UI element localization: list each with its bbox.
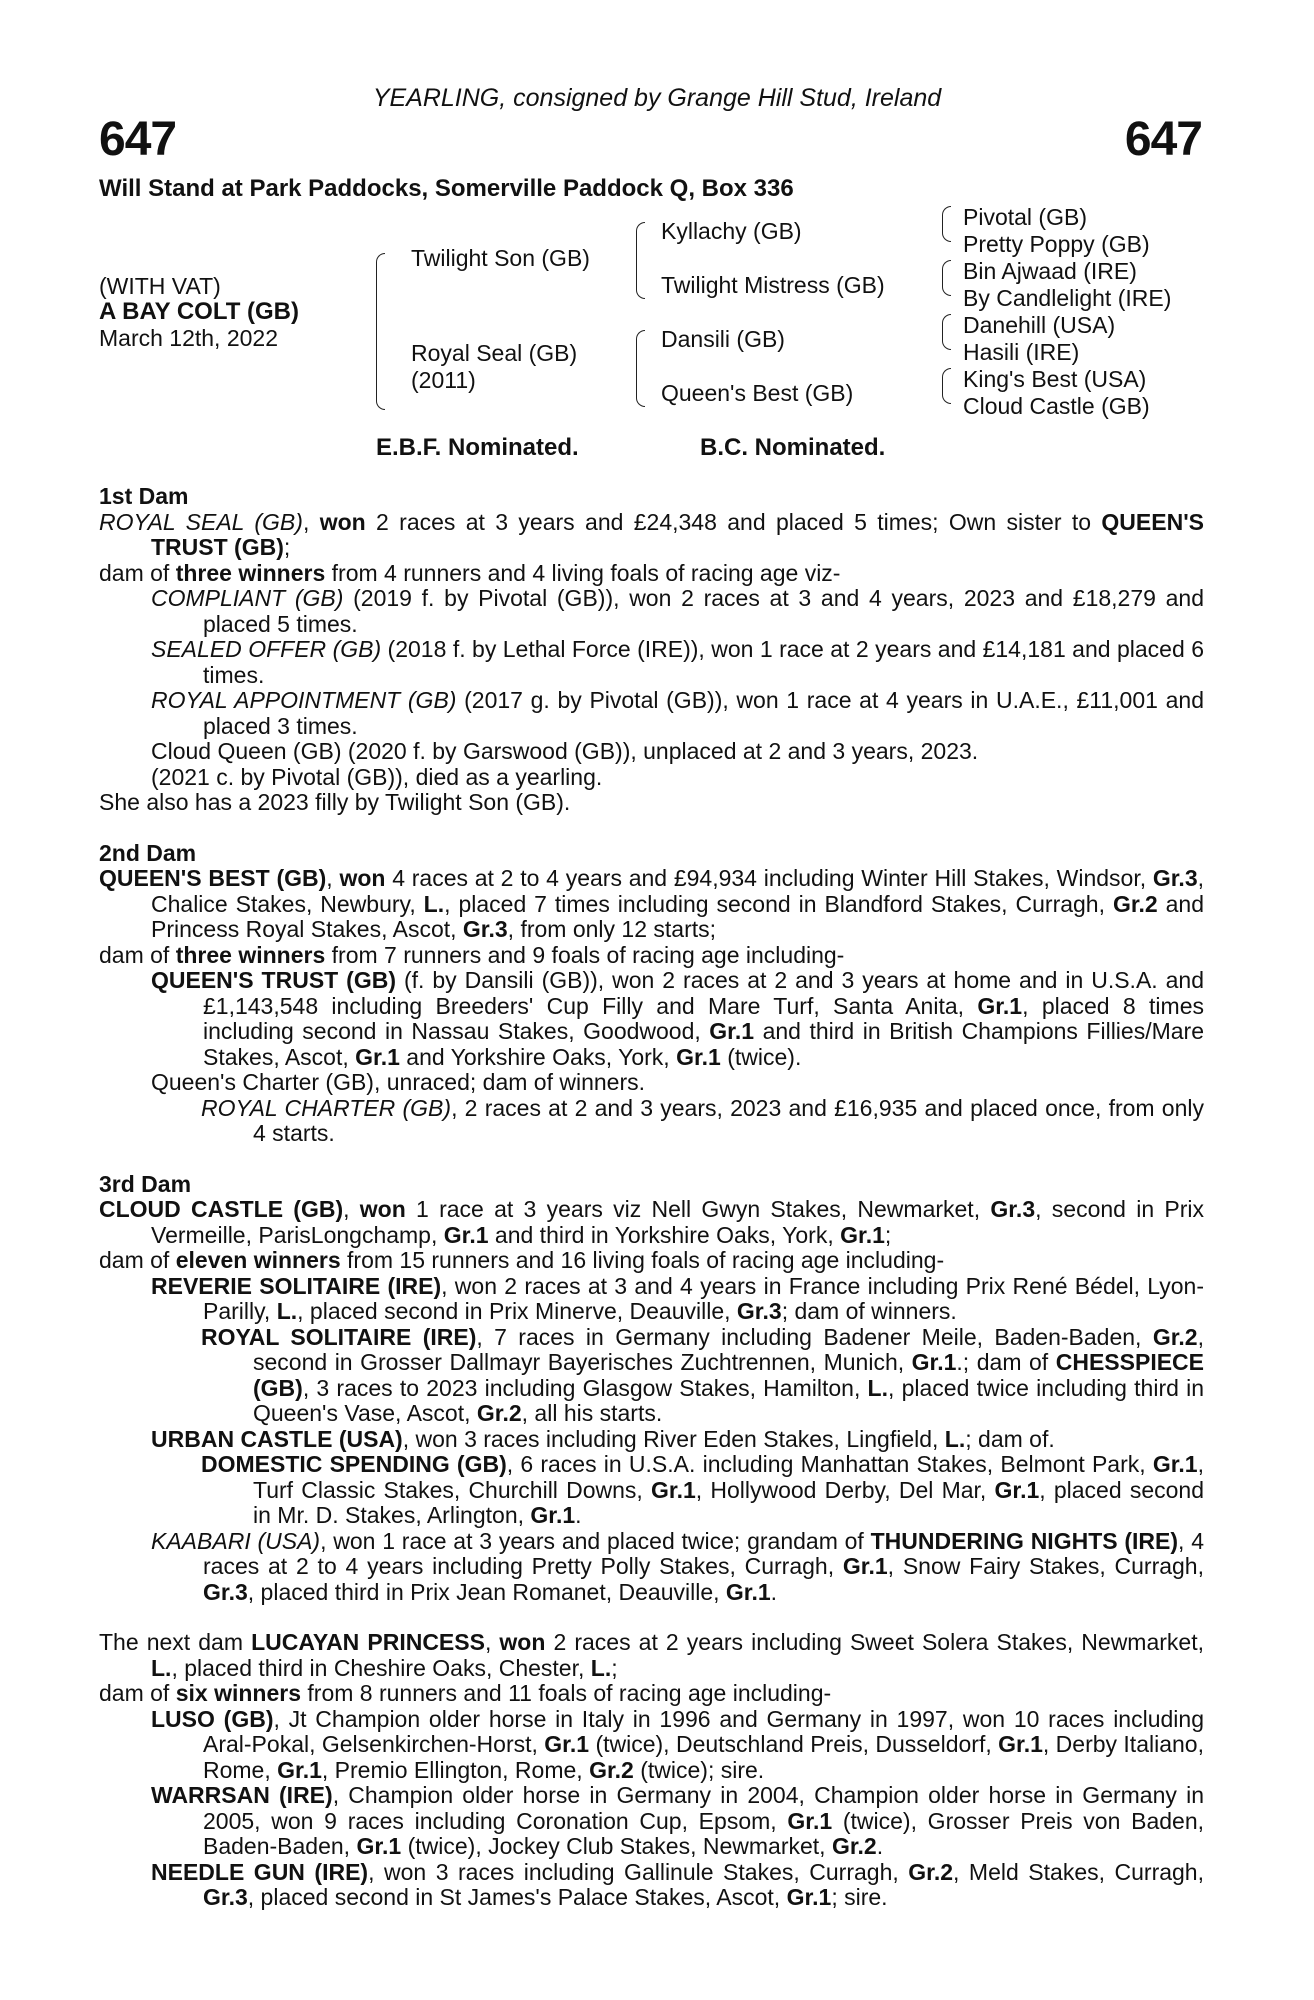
grade: L. <box>276 1298 298 1324</box>
pedigree-brace-dd <box>942 368 951 404</box>
text: , Premio Ellington, Rome, <box>321 1756 590 1783</box>
text: (twice), Grosser Preis von Baden, Baden-Baden, <box>203 1807 1205 1859</box>
produce-name: COMPLIANT (GB) <box>151 585 344 611</box>
produce-queens-trust <box>99 968 1204 1070</box>
grade: Gr.1 <box>998 1731 1043 1757</box>
text: , won 2 races at 3 and 4 years in France including Prix René Bédel, Lyon-Parilly, <box>203 1272 1204 1324</box>
second-dam-record: QUEEN'S BEST (GB), won 4 races at 2 to 4 years and £94,934 including Winter Hill Stakes, Windsor, Gr.3, Chalice Stakes, Newbury, L., placed 7 times including second in Blandford Stakes, Curragh, Gr.2 and Princess Royal Stakes, Ascot, Gr.3, from only 12 starts; <box>99 865 1205 942</box>
grade: Gr.1 <box>356 1833 402 1859</box>
produce-warrsan <box>99 1783 1204 1860</box>
text: and Yorkshire Oaks, York, <box>399 1043 677 1070</box>
text: . <box>575 1502 582 1528</box>
grade: Gr.1 <box>544 1731 590 1757</box>
text: , all his starts. <box>521 1400 663 1426</box>
text: , placed 8 times including second in Nassau Stakes, Goodwood, <box>203 992 1204 1044</box>
pedigree-sire-sire: Kyllachy (GB) <box>661 218 802 244</box>
grade: Gr.1 <box>651 1476 696 1503</box>
text: . <box>876 1833 884 1859</box>
text: , placed second in St James's Palace Stakes, Ascot, <box>247 1884 787 1910</box>
text: , Champion older horse in Germany in 2004, Champion older horse in Germany in 2005, won 9 races including Coronation Cup, Epsom, <box>203 1782 1204 1834</box>
produce-name: SEALED OFFER (GB) <box>151 636 382 662</box>
grade: Gr.1 <box>786 1884 832 1910</box>
pedigree-dam-sire: Dansili (GB) <box>661 326 785 352</box>
text: , won 3 races including River Eden Stakes, Lingfield, <box>402 1425 945 1452</box>
pedigree-dam-year: (2011) <box>411 367 476 393</box>
text: , Chalice Stakes, Newbury, <box>151 865 1205 917</box>
grade: Gr.2 <box>1152 1323 1198 1350</box>
produce-compliant <box>99 586 1204 637</box>
grade: Gr.2 <box>831 1833 877 1859</box>
grade: Gr.1 <box>676 1043 721 1070</box>
grade: Gr.1 <box>911 1349 957 1375</box>
pedigree-brace-gen1 <box>376 253 385 410</box>
text: , Meld Stakes, Curragh, <box>953 1858 1204 1885</box>
grade: Gr.1 <box>1152 1451 1198 1477</box>
next-dam-record: The next dam LUCAYAN PRINCESS, won 2 races at 2 years including Sweet Solera Stakes, Newmarket, L., placed third in Cheshire Oaks, Chester, L.; <box>99 1629 1204 1681</box>
text: dam of <box>99 559 176 586</box>
won-label: won <box>499 1629 546 1655</box>
produce-name: ROYAL APPOINTMENT (GB) <box>151 687 457 713</box>
text: (f. by Dansili (GB)), won 2 races at 2 and 3 years at home and in U.S.A. and £1,143,548 including Breeders' Cup Filly and Mare Turf, Santa Anita, <box>203 967 1205 1019</box>
text: ; dam of winners. <box>781 1298 957 1324</box>
grade: Gr.1 <box>994 1476 1040 1503</box>
text: .; dam of <box>956 1349 1056 1375</box>
grade: L. <box>423 890 445 917</box>
produce-2021-colt: (2021 c. by Pivotal (GB)), died as a yearling. <box>151 763 603 790</box>
text: , placed 7 times including second in Blandford Stakes, Curragh, <box>444 890 1113 917</box>
text: 1 race at 3 years viz Nell Gwyn Stakes, Newmarket, <box>405 1196 991 1222</box>
grade: Gr.2 <box>1112 890 1158 917</box>
pedigree-sire: Twilight Son (GB) <box>411 245 590 271</box>
produce-cloud-queen: Cloud Queen (GB) (2020 f. by Garswood (GB)), unplaced at 2 and 3 years, 2023. <box>151 738 979 764</box>
produce-royal-solitaire <box>99 1325 1204 1427</box>
produce-luso <box>99 1707 1204 1784</box>
grade: Gr.2 <box>476 1400 522 1426</box>
grade: L. <box>867 1374 888 1401</box>
text: , Turf Classic Stakes, Churchill Downs, <box>253 1451 1204 1503</box>
pedigree-brace-sire <box>636 222 645 299</box>
won-label: won <box>359 1196 406 1222</box>
text: ; sire. <box>831 1884 888 1910</box>
text: dam of <box>99 1680 176 1706</box>
text: dam of <box>99 941 176 968</box>
text: (twice). <box>720 1043 802 1070</box>
first-dam-produce-summary <box>99 561 1204 587</box>
text: The next dam <box>99 1629 252 1655</box>
text: ; <box>884 1221 892 1248</box>
third-dam-heading: 3rd Dam <box>99 1170 192 1197</box>
text: , second in Grosser Dallmayr Bayerisches Zuchtrennen, Munich, <box>253 1323 1204 1375</box>
pedigree-brace-dam <box>636 330 645 407</box>
page-body <box>99 484 1204 1911</box>
produce-text: (2018 f. by Lethal Force (IRE)), won 1 race at 2 years and £14,181 and placed 6 times. <box>203 636 1204 688</box>
next-dam-produce-summary <box>99 1681 1204 1707</box>
produce-needle-gun <box>99 1860 1204 1911</box>
text: from 7 runners and 9 foals of racing age including- <box>325 941 845 968</box>
punct: ; <box>283 534 291 560</box>
pedigree-sire-dam: Twilight Mistress (GB) <box>661 272 885 298</box>
text: and Princess Royal Stakes, Ascot, <box>151 890 1205 942</box>
vat-label: (WITH VAT) <box>99 273 221 299</box>
text: , second in Prix Vermeille, ParisLongchamp, <box>151 1196 1204 1248</box>
first-dam-heading: 1st Dam <box>99 483 189 509</box>
text: and third in British Champions Fillies/Mare Stakes, Ascot, <box>203 1018 1204 1070</box>
second-dam-produce-summary <box>99 943 1204 969</box>
grade: Gr.1 <box>787 1807 833 1834</box>
grade: Gr.2 <box>589 1756 634 1783</box>
consignor-line: YEARLING, consigned by Grange Hill Stud, Ireland <box>372 84 942 112</box>
pedigree-ddd: Cloud Castle (GB) <box>963 393 1150 419</box>
second-dam-name: QUEEN'S BEST (GB) <box>99 865 327 891</box>
text: , placed second in Prix Minerve, Deauville, <box>297 1298 737 1324</box>
grade: Gr.3 <box>736 1298 782 1324</box>
produce-name: URBAN CASTLE (USA) <box>151 1425 403 1452</box>
produce-name: KAABARI (USA) <box>151 1527 321 1554</box>
text: , won 1 race at 3 years and placed twice; grandam of <box>320 1527 871 1554</box>
next-dam-name: LUCAYAN PRINCESS <box>251 1629 485 1655</box>
second-dam-heading: 2nd Dam <box>99 839 197 866</box>
grade: Gr.1 <box>840 1221 885 1248</box>
pedigree-brace-ss <box>942 206 951 242</box>
text: , Hollywood Derby, Del Mar, <box>695 1476 995 1503</box>
produce-kaabari <box>99 1529 1204 1606</box>
produce-text: (2019 f. by Pivotal (GB)), won 2 races at 3 and 4 years, 2023 and £18,279 and placed 5 times. <box>203 585 1204 637</box>
lot-number-left: 647 <box>99 113 177 166</box>
pedigree-sds: Bin Ajwaad (IRE) <box>963 258 1137 284</box>
pedigree-dam-dam: Queen's Best (GB) <box>661 380 854 406</box>
third-dam-produce-summary <box>99 1248 1204 1274</box>
text: (twice), Jockey Club Stakes, Newmarket, <box>401 1833 832 1859</box>
text: , Jt Champion older horse in Italy in 1996 and Germany in 1997, won 10 races including Aral-Pokal, Gelsenkirchen-Horst, <box>203 1705 1204 1757</box>
produce-name: NEEDLE GUN (IRE) <box>151 1858 369 1885</box>
pedigree-ssd: Pretty Poppy (GB) <box>963 231 1150 257</box>
text: , Snow Fairy Stakes, Curragh, <box>887 1553 1204 1579</box>
pedigree-dsd: Hasili (IRE) <box>963 339 1080 365</box>
grade: Gr.3 <box>990 1196 1036 1222</box>
grade: Gr.3 <box>203 1884 248 1910</box>
produce-domestic-spending <box>99 1452 1204 1529</box>
won-label: won <box>319 508 366 535</box>
won-label: won <box>339 865 386 891</box>
text: and third in Yorkshire Oaks, York, <box>488 1221 841 1248</box>
produce-name: QUEEN'S TRUST (GB) <box>151 967 396 993</box>
grade: Gr.1 <box>355 1043 400 1070</box>
text: (twice), Deutschland Preis, Dusseldorf, <box>589 1731 999 1757</box>
produce-name: THUNDERING NIGHTS (IRE) <box>870 1527 1179 1554</box>
winners-count: three winners <box>175 559 326 586</box>
text: , from only 12 starts; <box>507 916 717 942</box>
produce-name: LUSO (GB) <box>151 1705 274 1732</box>
pedigree-dds: King's Best (USA) <box>963 366 1147 392</box>
produce-name: ROYAL CHARTER (GB) <box>201 1094 452 1121</box>
third-dam-name: CLOUD CASTLE (GB) <box>99 1196 344 1222</box>
foaling-date: March 12th, 2022 <box>99 325 279 351</box>
text: , placed second in Mr. D. Stakes, Arlington, <box>253 1476 1204 1528</box>
produce-name: REVERIE SOLITAIRE (IRE) <box>151 1272 442 1299</box>
bc-nomination: B.C. Nominated. <box>700 434 886 461</box>
produce-name: CHESSPIECE (GB) <box>253 1349 1204 1401</box>
pedigree-sss: Pivotal (GB) <box>963 204 1087 230</box>
lot-number-right: 647 <box>1124 113 1202 166</box>
text: from 8 runners and 11 foals of racing age including- <box>301 1680 832 1706</box>
text: , placed third in Prix Jean Romanet, Deauville, <box>247 1578 726 1605</box>
pedigree-brace-ds <box>942 314 951 350</box>
text: , 3 races to 2023 including Glasgow Stakes, Hamilton, <box>302 1374 868 1401</box>
pedigree-dss: Danehill (USA) <box>963 312 1116 338</box>
pedigree-sdd: By Candlelight (IRE) <box>963 285 1172 311</box>
grade: Gr.3 <box>1152 865 1198 891</box>
horse-name: A BAY COLT (GB) <box>99 298 300 325</box>
produce-urban-castle <box>99 1427 1204 1453</box>
winners-count: six winners <box>175 1680 301 1706</box>
produce-reverie-solitaire <box>99 1274 1204 1325</box>
text: from 15 runners and 16 living foals of racing age including- <box>340 1247 945 1273</box>
produce-text: (2017 g. by Pivotal (GB)), won 1 race at 4 years in U.A.E., £11,001 and placed 3 times. <box>203 687 1204 739</box>
grade: Gr.1 <box>977 992 1023 1019</box>
produce-name: DOMESTIC SPENDING (GB) <box>201 1451 507 1477</box>
stand-location: Will Stand at Park Paddocks, Somerville Paddock Q, Box 336 <box>99 175 794 202</box>
text: , 6 races in U.S.A. including Manhattan Stakes, Belmont Park, <box>506 1451 1153 1477</box>
grade: L. <box>151 1654 172 1681</box>
grade: Gr.1 <box>530 1502 576 1528</box>
grade: Gr.3 <box>203 1578 248 1605</box>
produce-name: ROYAL SOLITAIRE (IRE) <box>201 1323 477 1350</box>
text: from 4 runners and 4 living foals of racing age viz- <box>325 559 841 586</box>
produce-royal-appointment <box>99 688 1204 739</box>
text: . <box>770 1578 778 1605</box>
grade: L. <box>590 1654 612 1681</box>
text: 4 races at 2 to 4 years and £94,934 including Winter Hill Stakes, Windsor, <box>385 865 1153 891</box>
text: , 2 races at 2 and 3 years, 2023 and £16,935 and placed once, from only 4 starts. <box>253 1094 1204 1146</box>
grade: Gr.2 <box>908 1858 954 1885</box>
grade: Gr.1 <box>842 1553 888 1579</box>
pedigree-dam: Royal Seal (GB) <box>411 340 578 366</box>
winners-count: eleven winners <box>175 1247 341 1273</box>
text: , placed third in Cheshire Oaks, Chester, <box>171 1654 591 1681</box>
text: , won 3 races including Gallinule Stakes, Curragh, <box>368 1858 909 1885</box>
text: 2 races at 2 years including Sweet Solera Stakes, Newmarket, <box>545 1629 1204 1655</box>
grade: Gr.1 <box>443 1221 489 1248</box>
grade: L. <box>944 1425 966 1452</box>
text: , 7 races in Germany including Badener Meile, Baden-Baden, <box>476 1323 1153 1350</box>
produce-2023-filly: She also has a 2023 filly by Twilight Son (GB). <box>99 789 571 815</box>
produce-sealed-offer <box>99 637 1204 688</box>
text: ; <box>611 1654 618 1681</box>
third-dam-record: CLOUD CASTLE (GB), won 1 race at 3 years viz Nell Gwyn Stakes, Newmarket, Gr.3, second in Prix Vermeille, ParisLongchamp, Gr.1 and third in Yorkshire Oaks, York, Gr.1; <box>99 1196 1204 1248</box>
text: , 4 races at 2 to 4 years including Pretty Polly Stakes, Curragh, <box>203 1527 1204 1579</box>
ebf-nomination: E.B.F. Nominated. <box>376 434 579 461</box>
first-dam-name: ROYAL SEAL (GB) <box>99 508 303 535</box>
produce-queens-charter: Queen's Charter (GB), unraced; dam of winners. <box>151 1069 645 1095</box>
first-dam-record: ROYAL SEAL (GB), won 2 races at 3 years and £24,348 and placed 5 times; Own sister to QUEEN'S TRUST (GB); <box>99 508 1205 560</box>
produce-royal-charter <box>99 1096 1204 1147</box>
produce-name: WARRSAN (IRE) <box>151 1782 333 1808</box>
grade: Gr.3 <box>462 916 508 942</box>
winners-count: three winners <box>175 941 326 968</box>
first-dam-text: 2 races at 3 years and £24,348 and placed 5 times; Own sister to <box>365 508 1092 535</box>
text: , Derby Italiano, Rome, <box>203 1731 1204 1783</box>
grade: Gr.1 <box>277 1756 322 1783</box>
text: , placed twice including third in Queen's Vase, Ascot, <box>253 1374 1205 1426</box>
grade: Gr.1 <box>725 1578 771 1605</box>
pedigree-brace-sd <box>942 260 951 296</box>
text: dam of <box>99 1247 176 1273</box>
own-sister-name: QUEEN'S TRUST (GB) <box>151 508 1205 560</box>
grade: Gr.1 <box>709 1018 755 1044</box>
text: ; dam of. <box>965 1425 1055 1452</box>
text: (twice); sire. <box>633 1756 765 1783</box>
